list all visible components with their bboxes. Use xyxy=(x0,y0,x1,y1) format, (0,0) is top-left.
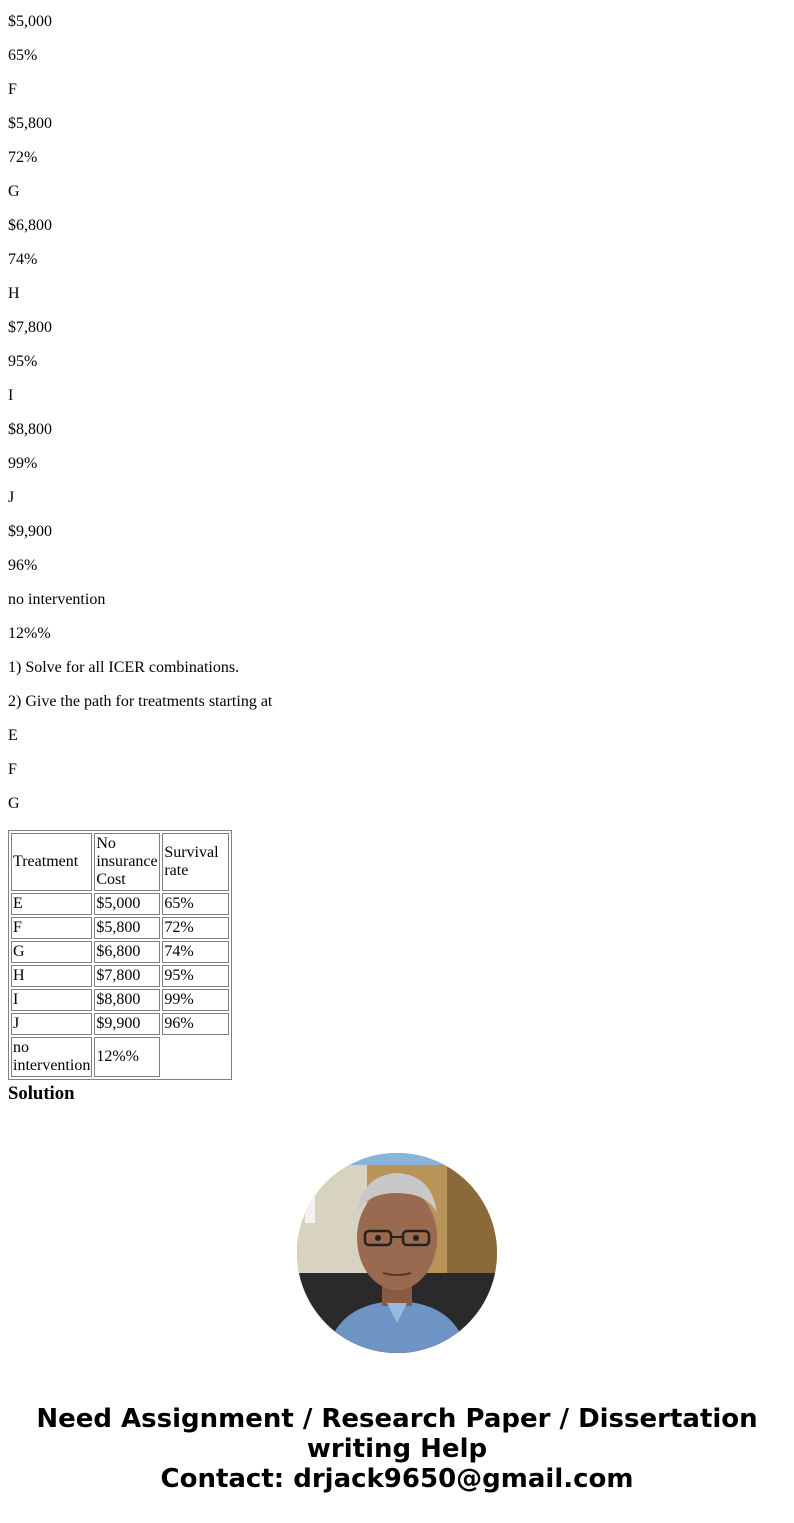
paragraph: $9,900 xyxy=(8,523,52,540)
table-cell: G xyxy=(11,941,92,963)
table-cell: 96% xyxy=(162,1013,229,1035)
question-2: 2) Give the path for treatments starting at xyxy=(8,693,273,710)
paragraph: $5,000 xyxy=(8,13,52,30)
paragraph: G xyxy=(8,795,20,812)
table-cell: no intervention xyxy=(11,1037,92,1077)
table-cell: F xyxy=(11,917,92,939)
question-text xyxy=(8,0,786,813)
table-row xyxy=(11,941,229,963)
paragraph: 99% xyxy=(8,455,38,472)
promo-line: Need Assignment / Research Paper / Dissertation xyxy=(36,1404,758,1434)
contact-email: Contact: drjack9650@gmail.com xyxy=(160,1464,634,1494)
paragraph: I xyxy=(8,387,14,404)
paragraph: $8,800 xyxy=(8,421,52,438)
table-header-cell: Survival rate xyxy=(162,833,229,891)
solution-heading: Solution xyxy=(8,1083,75,1104)
table-cell: 72% xyxy=(162,917,229,939)
table-row xyxy=(11,1013,229,1035)
paragraph: H xyxy=(8,285,20,302)
table-row xyxy=(11,1037,229,1077)
table-cell: 12%% xyxy=(94,1037,160,1077)
paragraph: F xyxy=(8,81,17,98)
paragraph: E xyxy=(8,727,18,744)
table-row xyxy=(11,917,229,939)
promo-line: writing Help xyxy=(306,1434,488,1464)
table-header-cell: Treatment xyxy=(11,833,92,891)
paragraph: J xyxy=(8,489,15,506)
table-cell: $5,800 xyxy=(94,917,160,939)
paragraph: $7,800 xyxy=(8,319,52,336)
table-cell: $8,800 xyxy=(94,989,160,1011)
table-cell: H xyxy=(11,965,92,987)
promo-banner xyxy=(0,1404,794,1494)
paragraph: 74% xyxy=(8,251,38,268)
table-row xyxy=(11,965,229,987)
paragraph: $5,800 xyxy=(8,115,52,132)
paragraph: 95% xyxy=(8,353,38,370)
table-cell: 65% xyxy=(162,893,229,915)
table-cell: 95% xyxy=(162,965,229,987)
table-cell: 99% xyxy=(162,989,229,1011)
table-cell: 74% xyxy=(162,941,229,963)
treatment-table xyxy=(8,830,232,1080)
table-cell: I xyxy=(11,989,92,1011)
table-cell: $5,000 xyxy=(94,893,160,915)
table-row xyxy=(11,989,229,1011)
paragraph: 72% xyxy=(8,149,38,166)
paragraph: 12%% xyxy=(8,625,51,642)
paragraph: $6,800 xyxy=(8,217,52,234)
paragraph: 65% xyxy=(8,47,38,64)
author-avatar xyxy=(297,1153,497,1353)
paragraph: F xyxy=(8,761,17,778)
table-cell: $7,800 xyxy=(94,965,160,987)
table-cell: J xyxy=(11,1013,92,1035)
table-cell-empty xyxy=(162,1037,229,1077)
question-1: 1) Solve for all ICER combinations. xyxy=(8,659,240,676)
table-header-row xyxy=(11,833,229,891)
table-row xyxy=(11,893,229,915)
paragraph: 96% xyxy=(8,557,38,574)
table-cell: $6,800 xyxy=(94,941,160,963)
table-cell: $9,900 xyxy=(94,1013,160,1035)
paragraph: G xyxy=(8,183,20,200)
author-portrait xyxy=(297,1153,497,1353)
table-cell: E xyxy=(11,893,92,915)
table-header-cell: No insurance Cost xyxy=(94,833,160,891)
paragraph: no intervention xyxy=(8,591,106,608)
